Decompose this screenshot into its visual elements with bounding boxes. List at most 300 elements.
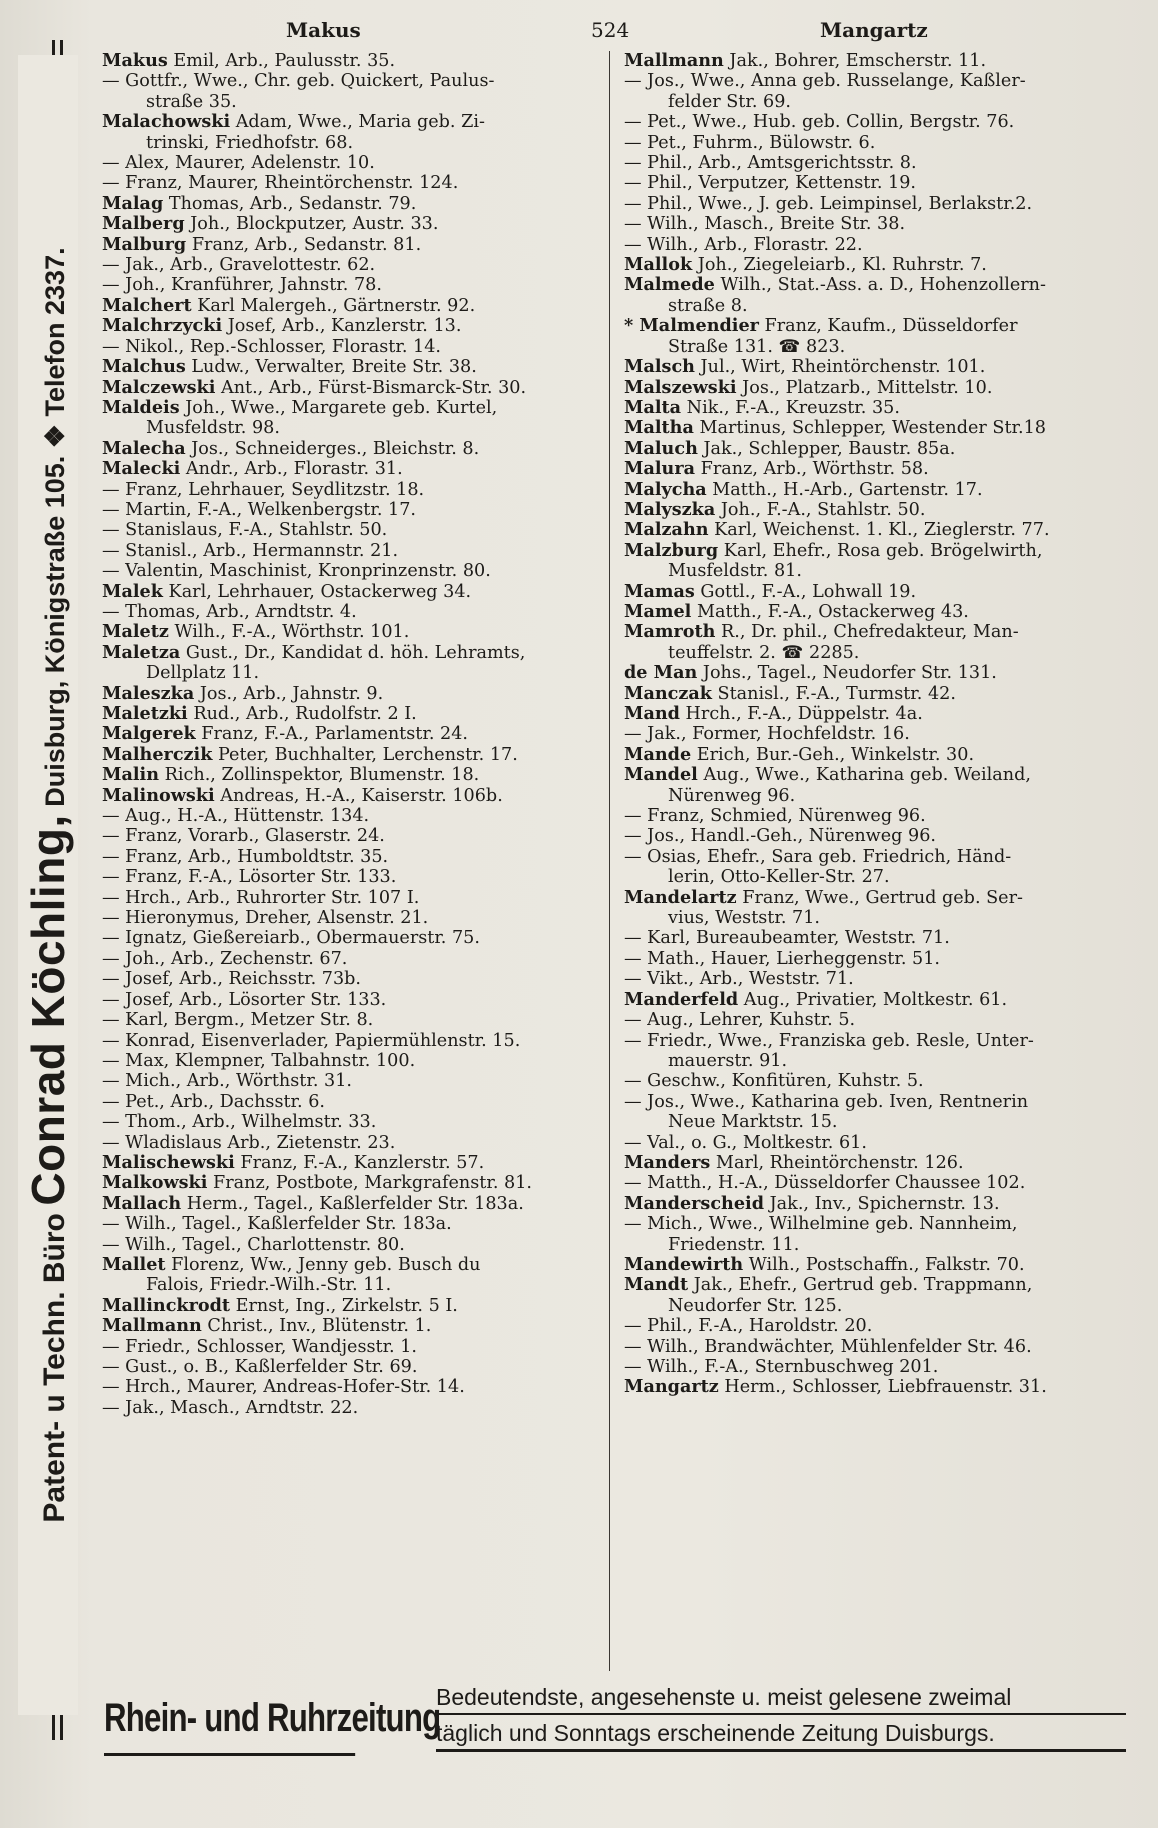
directory-entry: [624, 602, 1140, 622]
directory-entry: [624, 133, 1140, 153]
entry-details: — Josef, Arb., Lösorter Str. 133.: [102, 989, 387, 1010]
left-column: [102, 51, 610, 1671]
entry-details: Hrch., F.-A., Düppelstr. 4a.: [679, 704, 923, 724]
directory-entry: [102, 480, 605, 500]
directory-entry: [102, 112, 605, 132]
entry-continuation: [624, 1235, 1140, 1255]
entry-details: Aug., Privatier, Moltkestr. 61.: [738, 989, 1008, 1010]
directory-entry: [102, 867, 605, 887]
entry-details: — Alex, Maurer, Adelenstr. 10.: [102, 153, 375, 174]
directory-entry: [624, 1133, 1140, 1153]
entry-details: Neudorfer Str. 125.: [668, 1295, 843, 1316]
entry-details: Joh., F.-A., Stahlstr. 50.: [715, 499, 926, 520]
entry-continuation: [102, 663, 605, 683]
entry-details: trinski, Friedhofstr. 68.: [146, 132, 354, 153]
entry-details: — Wilh., Tagel., Charlottenstr. 80.: [102, 1234, 405, 1255]
entry-details: — Max, Klempner, Talbahnstr. 100.: [102, 1050, 416, 1071]
entry-surname: Malszewski: [624, 376, 737, 398]
directory-entry: [102, 1010, 605, 1030]
directory-entry: [102, 786, 605, 806]
directory-entry: [102, 1398, 605, 1418]
directory-entry: [102, 704, 605, 724]
entry-surname: Mallok: [624, 254, 693, 276]
entry-details: — Gust., o. B., Kaßlerfelder Str. 69.: [102, 1357, 418, 1377]
entry-continuation: [102, 1275, 605, 1295]
directory-entry: [102, 71, 605, 91]
directory-entry: [624, 520, 1140, 540]
entry-surname: Malycha: [624, 478, 707, 500]
entry-details: — Stanisl., Arb., Hermannstr. 21.: [102, 540, 399, 561]
entry-details: Joh., Blockputzer, Austr. 33.: [184, 214, 439, 235]
entry-details: Karl, Lehrhauer, Ostackerweg 34.: [162, 581, 472, 602]
entry-details: Franz, Wwe., Gertrud geb. Ser-: [736, 887, 1023, 908]
entry-surname: Malyszka: [624, 498, 716, 520]
entry-details: Rich., Zollinspektor, Blumenstr. 18.: [159, 765, 480, 786]
directory-entry: [102, 378, 605, 398]
directory-entry: [102, 643, 605, 663]
entry-details: — Gottfr., Wwe., Chr. geb. Quickert, Paulus-: [102, 71, 495, 92]
entry-surname: Manczak: [624, 682, 712, 704]
directory-entry: [102, 684, 605, 704]
entry-details: — Karl, Bergm., Metzer Str. 8.: [102, 1010, 374, 1031]
entry-details: — Phil., F.-A., Haroldstr. 20.: [624, 1316, 873, 1337]
entry-continuation: [624, 92, 1140, 112]
side-ad-part4: ❖ Telefon 2337.: [40, 247, 70, 449]
directory-entry: [624, 357, 1140, 377]
entry-details: — Konrad, Eisenverlader, Papiermühlenstr. 15.: [102, 1030, 521, 1051]
entry-details: mauerstr. 91.: [668, 1050, 788, 1071]
directory-entry: [624, 153, 1140, 173]
entry-details: Stanisl., F.-A., Turmstr. 42.: [711, 683, 956, 704]
directory-entry: [102, 949, 605, 969]
entry-details: — Mich., Wwe., Wilhelmine geb. Nannheim,: [624, 1214, 1018, 1235]
directory-entry: [102, 541, 605, 561]
entry-surname: Mamel: [624, 600, 692, 622]
entry-surname: Mangartz: [624, 1376, 719, 1398]
directory-entry: [102, 1092, 605, 1112]
entry-details: Adam, Wwe., Maria geb. Zi-: [230, 112, 485, 133]
directory-entry: [102, 275, 605, 295]
entry-continuation: [624, 643, 1140, 663]
entry-surname: Malczewski: [102, 376, 216, 398]
directory-entry: [102, 1337, 605, 1357]
directory-entry: [102, 459, 605, 479]
entry-details: — Wilh., Tagel., Kaßlerfelder Str. 183a.: [102, 1214, 452, 1235]
directory-entry: [624, 990, 1140, 1010]
directory-entry: [624, 1071, 1140, 1091]
entry-surname: Malecki: [102, 458, 181, 480]
entry-surname: Malag: [102, 192, 164, 214]
entry-details: — Wilh., F.-A., Sternbuschweg 201.: [624, 1357, 939, 1377]
entry-continuation: [624, 1051, 1140, 1071]
directory-entry: [624, 949, 1140, 969]
entry-details: Karl Malergeh., Gärtnerstr. 92.: [191, 295, 476, 316]
directory-entry: [102, 602, 605, 622]
entry-surname: Mallmann: [102, 1315, 202, 1337]
directory-entry: [624, 684, 1140, 704]
entry-details: — Phil., Verputzer, Kettenstr. 19.: [624, 173, 917, 194]
directory-entry: [624, 888, 1140, 908]
entry-continuation: [102, 418, 605, 438]
directory-entry: [102, 908, 605, 928]
directory-entry: [624, 275, 1140, 295]
entry-surname: Maletza: [102, 641, 181, 663]
directory-entry: [624, 214, 1140, 234]
entry-details: — Thom., Arb., Wilhelmstr. 33.: [102, 1112, 377, 1133]
entry-details: Joh., Ziegeleiarb., Kl. Ruhrstr. 7.: [692, 255, 987, 276]
directory-entry: [624, 1173, 1140, 1193]
directory-entry: [624, 194, 1140, 214]
entry-continuation: [624, 786, 1140, 806]
directory-entry: [624, 806, 1140, 826]
page-number: 524: [591, 18, 630, 42]
directory-entry: [624, 663, 1140, 683]
entry-continuation: [624, 1296, 1140, 1316]
entry-details: Wilh., Stat.-Ass. a. D., Hohenzollern-: [714, 275, 1046, 296]
entry-details: — Geschw., Konfitüren, Kuhstr. 5.: [624, 1071, 924, 1092]
directory-entry: [102, 1173, 605, 1193]
right-column: [624, 51, 1140, 1671]
entry-surname: Mallinckrodt: [102, 1294, 231, 1316]
directory-entry: [102, 1235, 605, 1255]
entry-details: Gottl., F.-A., Lohwall 19.: [694, 581, 917, 602]
directory-entry: [624, 235, 1140, 255]
entry-surname: Malmede: [624, 274, 715, 296]
directory-entry: [624, 1214, 1140, 1234]
entry-continuation: [624, 908, 1140, 928]
directory-entry: [624, 1377, 1140, 1397]
entry-details: — Pet., Fuhrm., Bülowstr. 6.: [624, 132, 876, 153]
entry-surname: Malachowski: [102, 111, 231, 133]
directory-entry: [102, 357, 605, 377]
entry-surname: Malecha: [102, 437, 186, 459]
newspaper-brand: Rhein- und Ruhrzeitung: [104, 1680, 355, 1756]
entry-details: — Wilh., Brandwächter, Mühlenfelder Str. 46.: [624, 1336, 1032, 1357]
entry-details: Peter, Buchhalter, Lerchenstr. 17.: [212, 744, 518, 765]
directory-entry: [102, 1112, 605, 1132]
entry-surname: Mandelartz: [624, 886, 737, 908]
directory-entry: [624, 1194, 1140, 1214]
directory-entry: [624, 724, 1140, 744]
entry-details: — Martin, F.-A., Welkenbergstr. 17.: [102, 499, 416, 520]
entry-surname: Malgerek: [102, 723, 196, 745]
entry-surname: Mamroth: [624, 621, 716, 643]
directory-entry: [102, 500, 605, 520]
entry-continuation: [624, 561, 1140, 581]
directory-entry: [102, 173, 605, 193]
entry-surname: Malta: [624, 396, 682, 418]
directory-entry: [102, 51, 605, 71]
entry-surname: Mandewirth: [624, 1253, 744, 1275]
entry-details: Johs., Tagel., Neudorfer Str. 131.: [697, 663, 997, 684]
entry-details: — Wladislaus Arb., Zietenstr. 23.: [102, 1132, 396, 1153]
directory-entry: [102, 1051, 605, 1071]
entry-details: Falois, Friedr.-Wilh.-Str. 11.: [146, 1275, 392, 1296]
directory-entry: [102, 561, 605, 581]
side-ad-part3: Duisburg, Königstraße 105.: [40, 455, 70, 807]
entry-details: Gust., Dr., Kandidat d. höh. Lehramts,: [180, 642, 526, 663]
entry-details: Nik., F.-A., Kreuzstr. 35.: [681, 397, 900, 418]
directory-entry: [624, 1357, 1140, 1377]
entry-details: vius, Weststr. 71.: [668, 908, 821, 929]
entry-details: — Val., o. G., Moltkestr. 61.: [624, 1132, 867, 1153]
directory-entry: [624, 1010, 1140, 1030]
entry-surname: Mandel: [624, 764, 698, 786]
entry-surname: Maluch: [624, 437, 698, 459]
entry-details: teuffelstr. 2. ☎ 2285.: [668, 642, 860, 663]
directory-entry: [102, 1133, 605, 1153]
entry-details: Karl, Ehefr., Rosa geb. Brögelwirth,: [718, 540, 1043, 561]
entry-details: — Joh., Kranführer, Jahnstr. 78.: [102, 275, 382, 296]
entry-surname: Manders: [624, 1151, 711, 1173]
directory-entry: [624, 847, 1140, 867]
entry-details: — Hrch., Maurer, Andreas-Hofer-Str. 14.: [102, 1377, 465, 1398]
directory-entry: [624, 582, 1140, 602]
entry-details: Jos., Platzarb., Mittelstr. 10.: [736, 377, 993, 398]
entry-details: Aug., Wwe., Katharina geb. Weiland,: [697, 765, 1031, 786]
directory-entry: [102, 888, 605, 908]
entry-details: Josef, Arb., Kanzlerstr. 13.: [222, 316, 462, 337]
entry-details: — Friedr., Wwe., Franziska geb. Resle, Unter-: [624, 1030, 1034, 1051]
directory-entry: [624, 745, 1140, 765]
directory-entry: [102, 1316, 605, 1336]
directory-entry: [624, 1275, 1140, 1295]
entry-details: Jak., Inv., Spichernstr. 13.: [764, 1193, 1000, 1214]
entry-details: — Hrch., Arb., Ruhrorter Str. 107 I.: [102, 887, 420, 908]
entry-details: felder Str. 69.: [668, 91, 791, 112]
directory-entry: [624, 316, 1140, 336]
entry-details: Musfeldstr. 81.: [668, 561, 802, 582]
bottom-advertisement: [100, 1676, 1130, 1766]
entry-surname: Mamas: [624, 580, 695, 602]
directory-entry: [102, 439, 605, 459]
directory-entry: [102, 847, 605, 867]
entry-surname: Maletzki: [102, 703, 188, 724]
entry-details: — Valentin, Maschinist, Kronprinzenstr. 80.: [102, 561, 491, 582]
entry-details: Straße 131. ☎ 823.: [668, 336, 846, 357]
entry-details: Friedenstr. 11.: [668, 1234, 800, 1255]
entry-surname: Malchrzycki: [102, 315, 223, 337]
directory-entry: [624, 255, 1140, 275]
entry-details: Andreas, H.-A., Kaiserstr. 106b.: [214, 785, 503, 806]
entry-details: — Jos., Wwe., Anna geb. Russelange, Kaßler-: [624, 71, 1026, 92]
directory-entry: [624, 1031, 1140, 1051]
directory-entry: [624, 826, 1140, 846]
entry-details: — Jak., Former, Hochfeldstr. 16.: [624, 724, 910, 745]
directory-entry: [102, 296, 605, 316]
entry-details: Martinus, Schlepper, Westender Str.18: [693, 418, 1047, 439]
entry-details: — Jak., Arb., Gravelottestr. 62.: [102, 255, 376, 276]
entry-details: lerin, Otto-Keller-Str. 27.: [668, 867, 890, 888]
directory-entry: [624, 704, 1140, 724]
directory-entry: [624, 480, 1140, 500]
entry-details: — Franz, Lehrhauer, Seydlitzstr. 18.: [102, 479, 425, 500]
entry-details: — Pet., Wwe., Hub. geb. Collin, Bergstr. 76.: [624, 112, 1015, 133]
entry-details: Jos., Schneiderges., Bleichstr. 8.: [185, 438, 480, 459]
entry-details: — Aug., Lehrer, Kuhstr. 5.: [624, 1010, 856, 1031]
entry-details: R., Dr. phil., Chefredakteur, Man-: [715, 622, 1019, 643]
directory-entry: [102, 316, 605, 336]
entry-continuation: [624, 296, 1140, 316]
slogan-line-2: täglich und Sonntags erscheinende Zeitung Duisburgs.: [436, 1720, 1126, 1752]
directory-entry: [624, 1316, 1140, 1336]
entry-details: Ant., Arb., Fürst-Bismarck-Str. 30.: [215, 377, 527, 398]
directory-entry: [624, 622, 1140, 642]
entry-details: Nürenweg 96.: [668, 785, 796, 806]
entry-surname: Mallach: [102, 1192, 182, 1214]
entry-details: Franz, Kaufm., Düsseldorfer: [758, 316, 1018, 337]
directory-entry: [102, 969, 605, 989]
entry-details: Marl, Rheintörchenstr. 126.: [710, 1152, 964, 1173]
directory-entry: [102, 337, 605, 357]
entry-details: Rud., Arb., Rudolfstr. 2 I.: [187, 704, 417, 724]
entry-details: — Matth., H.-A., Düsseldorfer Chaussee 102.: [624, 1173, 1026, 1194]
entry-surname: Mand: [624, 703, 680, 724]
entry-continuation: [624, 1112, 1140, 1132]
directory-entry: [624, 1092, 1140, 1112]
entry-details: — Phil., Wwe., J. geb. Leimpinsel, Berlakstr.2.: [624, 193, 1033, 214]
directory-entry: [102, 582, 605, 602]
directory-entry: [102, 990, 605, 1010]
directory-entry: [624, 71, 1140, 91]
directory-entry: [102, 1377, 605, 1397]
entry-details: Emil, Arb., Paulusstr. 35.: [167, 51, 396, 71]
directory-entry: [624, 1153, 1140, 1173]
directory-entry: [102, 235, 605, 255]
entry-surname: Mallmann: [624, 51, 724, 71]
entry-details: Wilh., F.-A., Wörthstr. 101.: [168, 622, 410, 643]
entry-details: — Josef, Arb., Reichsstr. 73b.: [102, 969, 362, 990]
entry-surname: Malchert: [102, 294, 192, 316]
directory-entry: [102, 1071, 605, 1091]
entry-details: — Math., Hauer, Lierheggenstr. 51.: [624, 948, 940, 969]
entry-surname: Malkowski: [102, 1172, 208, 1194]
entry-details: Musfeldstr. 98.: [146, 418, 280, 439]
directory-entry: [102, 255, 605, 275]
directory-entry: [624, 378, 1140, 398]
directory-entry: [624, 51, 1140, 71]
directory-entry: [624, 1255, 1140, 1275]
directory-entry: [102, 826, 605, 846]
entry-surname: Makus: [102, 51, 168, 71]
entry-surname: Malchus: [102, 356, 186, 378]
side-ad-part2: Conrad Köchling,: [22, 814, 74, 1206]
header-left-keyword: Makus: [286, 18, 361, 42]
entry-details: — Stanislaus, F.-A., Stahlstr. 50.: [102, 520, 388, 541]
entry-surname: Malzahn: [624, 519, 709, 541]
entry-continuation: [624, 337, 1140, 357]
entry-details: Matth., H.-Arb., Gartenstr. 17.: [706, 479, 983, 500]
directory-entry: [102, 153, 605, 173]
directory-entry: [624, 418, 1140, 438]
entry-details: Franz, Arb., Wörthstr. 58.: [695, 459, 929, 480]
entry-details: Matth., F.-A., Ostackerweg 43.: [691, 601, 969, 622]
entry-surname: Manderscheid: [624, 1192, 765, 1214]
entry-surname: Malin: [102, 764, 160, 786]
entry-details: Jak., Ehefr., Gertrud geb. Trappmann,: [688, 1275, 1033, 1296]
directory-entry: [102, 745, 605, 765]
directory-entry: [102, 398, 605, 418]
entry-surname: Malburg: [102, 233, 187, 255]
entry-details: Franz, F.-A., Kanzlerstr. 57.: [234, 1152, 485, 1173]
directory-entry: [102, 928, 605, 948]
directory-entry: [624, 1337, 1140, 1357]
directory-entry: [102, 1214, 605, 1234]
entry-surname: Mallet: [102, 1253, 166, 1275]
directory-entry: [624, 765, 1140, 785]
entry-details: — Thomas, Arb., Arndtstr. 4.: [102, 601, 357, 622]
directory-entry: [624, 439, 1140, 459]
directory-entry: [624, 398, 1140, 418]
side-ad-text: [18, 55, 78, 1715]
entry-details: — Hieronymus, Dreher, Alsenstr. 21.: [102, 908, 429, 929]
directory-entry: [624, 173, 1140, 193]
entry-details: Karl, Weichenst. 1. Kl., Zieglerstr. 77.: [708, 520, 1050, 541]
entry-details: — Osias, Ehefr., Sara geb. Friedrich, Händ-: [624, 846, 1012, 867]
entry-surname: Malek: [102, 580, 163, 602]
entry-details: Ernst, Ing., Zirkelstr. 5 I.: [230, 1295, 458, 1316]
entry-surname: Malherczik: [102, 743, 213, 765]
directory-entry: [102, 194, 605, 214]
entry-details: Jos., Arb., Jahnstr. 9.: [194, 683, 384, 704]
entry-details: — Jos., Wwe., Katharina geb. Iven, Rentnerin: [624, 1091, 1029, 1112]
entry-details: Jul., Wirt, Rheintörchenstr. 101.: [694, 357, 986, 378]
entry-details: Neue Marktstr. 15.: [668, 1112, 838, 1133]
entry-surname: Maletz: [102, 621, 169, 643]
entry-continuation: [624, 867, 1140, 887]
entry-surname: Malura: [624, 458, 696, 480]
entry-surname: Maltha: [624, 417, 694, 439]
entry-details: Ludw., Verwalter, Breite Str. 38.: [185, 357, 477, 378]
entry-details: — Franz, Schmied, Nürenweg 96.: [624, 806, 926, 827]
entry-surname: Malberg: [102, 213, 185, 235]
directory-entry: [102, 765, 605, 785]
directory-entry: [624, 928, 1140, 948]
entry-details: straße 8.: [668, 295, 748, 316]
entry-details: — Friedr., Schlosser, Wandjesstr. 1.: [102, 1336, 418, 1357]
directory-entry: [624, 112, 1140, 132]
directory-entry: [102, 806, 605, 826]
entry-surname: Malischewski: [102, 1151, 235, 1173]
directory-entry: [102, 520, 605, 540]
entry-details: — Jak., Masch., Arndtstr. 22.: [102, 1397, 359, 1418]
entry-details: — Franz, Vorarb., Glaserstr. 24.: [102, 826, 385, 847]
entry-surname: de Man: [624, 662, 698, 684]
entry-details: — Karl, Bureaubeamter, Weststr. 71.: [624, 928, 950, 949]
entry-details: Franz, F.-A., Parlamentstr. 24.: [195, 724, 468, 745]
directory-entry: [102, 1296, 605, 1316]
entry-details: — Mich., Arb., Wörthstr. 31.: [102, 1071, 352, 1092]
directory-entry: [624, 541, 1140, 561]
entry-details: Dellplatz 11.: [146, 663, 260, 684]
entry-details: Erich, Bur.-Geh., Winkelstr. 30.: [691, 744, 975, 765]
directory-entry: [102, 1031, 605, 1051]
entry-details: Joh., Wwe., Margarete geb. Kurtel,: [179, 397, 498, 418]
entry-surname: Mande: [624, 743, 692, 765]
entry-details: Jak., Schlepper, Baustr. 85a.: [697, 438, 956, 459]
entry-details: Franz, Postbote, Markgrafenstr. 81.: [207, 1173, 532, 1194]
entry-details: Franz, Arb., Sedanstr. 81.: [186, 234, 422, 255]
directory-entry: [624, 459, 1140, 479]
directory-entry: [102, 1357, 605, 1377]
entry-details: — Wilh., Arb., Florastr. 22.: [624, 234, 863, 255]
entry-details: — Franz, F.-A., Lösorter Str. 133.: [102, 867, 397, 888]
header-right-keyword: Mangartz: [820, 18, 928, 42]
entry-details: Jak., Bohrer, Emscherstr. 11.: [723, 51, 987, 71]
entry-details: Herm., Tagel., Kaßlerfelder Str. 183a.: [181, 1193, 524, 1214]
entry-details: Florenz, Ww., Jenny geb. Busch du: [165, 1254, 481, 1275]
slogan-line-1: Bedeutendste, angesehenste u. meist gelesene zweimal: [436, 1684, 1126, 1715]
